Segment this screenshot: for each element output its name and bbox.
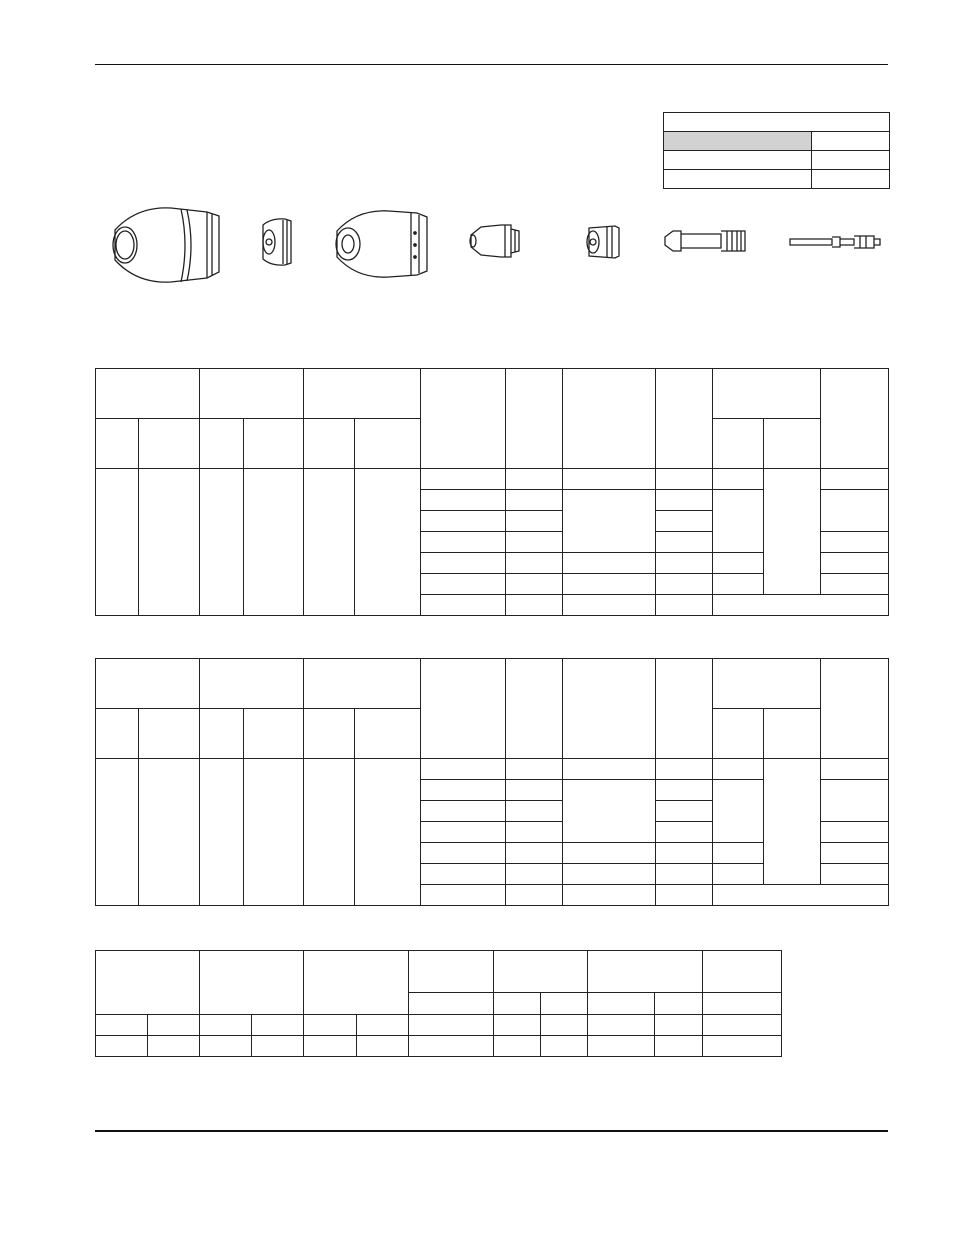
subheader-cell (139, 419, 200, 469)
data-cell (252, 1035, 304, 1056)
header-cell (200, 659, 304, 709)
subheader-cell (304, 419, 355, 469)
data-cell (563, 885, 656, 906)
data-cell (656, 759, 713, 780)
data-cell (200, 1035, 252, 1056)
electrode-icon (661, 223, 751, 259)
water-tube-icon (788, 231, 884, 253)
data-cell (821, 822, 889, 843)
data-cell (506, 490, 563, 511)
legend-header-cell (664, 113, 890, 132)
data-cell (506, 511, 563, 532)
data-cell (304, 759, 355, 906)
header-cell (821, 369, 889, 469)
data-cell (588, 1035, 655, 1056)
data-cell (821, 469, 889, 490)
legend-cell (812, 132, 890, 151)
data-cell (713, 759, 764, 780)
data-cell (656, 822, 713, 843)
data-cell (357, 1014, 409, 1035)
subheader-cell (355, 419, 421, 469)
subheader-cell (304, 709, 355, 759)
data-cell (563, 490, 656, 553)
data-cell (96, 759, 139, 906)
data-cell (656, 801, 713, 822)
data-cell (421, 864, 506, 885)
data-cell (421, 511, 506, 532)
swirl-ring-icon (257, 215, 299, 269)
header-cell (506, 369, 563, 469)
subheader-cell (409, 993, 494, 1014)
data-cell (703, 1014, 782, 1035)
header-cell (563, 659, 656, 759)
data-cell (821, 843, 889, 864)
header-cell (656, 369, 713, 469)
data-cell (821, 574, 889, 595)
header-cell (563, 369, 656, 469)
data-cell (506, 885, 563, 906)
subheader-cell (355, 709, 421, 759)
data-cell (655, 1035, 703, 1056)
data-cell (355, 469, 421, 616)
data-cell (494, 1014, 541, 1035)
data-cell (713, 469, 764, 490)
data-cell (506, 801, 563, 822)
data-cell (713, 864, 764, 885)
data-cell (656, 553, 713, 574)
data-cell (821, 490, 889, 532)
data-cell (421, 759, 506, 780)
data-cell (421, 553, 506, 574)
data-cell (703, 1035, 782, 1056)
subheader-cell (764, 419, 821, 469)
data-cell (421, 822, 506, 843)
header-cell (96, 369, 200, 419)
data-cell (506, 574, 563, 595)
subheader-cell (494, 993, 541, 1014)
data-cell (96, 1014, 148, 1035)
data-cell (713, 574, 764, 595)
data-cell (821, 532, 889, 553)
data-cell (252, 1014, 304, 1035)
data-cell (656, 885, 713, 906)
data-cell (200, 469, 244, 616)
header-cell (304, 659, 421, 709)
data-cell (563, 553, 656, 574)
subheader-cell (713, 419, 764, 469)
data-cell (200, 759, 244, 906)
data-cell (494, 1035, 541, 1056)
header-cell (713, 659, 821, 709)
data-cell (541, 1035, 588, 1056)
data-cell (421, 490, 506, 511)
data-cell (821, 759, 889, 780)
data-cell (506, 595, 563, 616)
header-cell (588, 951, 703, 993)
data-cell (656, 511, 713, 532)
data-cell (656, 780, 713, 801)
data-cell (506, 780, 563, 801)
data-cell (655, 1014, 703, 1035)
data-cell (506, 532, 563, 553)
data-cell (713, 553, 764, 574)
data-cell (656, 469, 713, 490)
subheader-cell (541, 993, 588, 1014)
legend-cell (812, 170, 890, 189)
header-cell (409, 951, 494, 993)
data-cell (421, 574, 506, 595)
header-cell (821, 659, 889, 759)
retaining-cap-icon (331, 205, 436, 283)
data-cell (506, 822, 563, 843)
data-cell (506, 553, 563, 574)
data-cell (563, 864, 656, 885)
subheader-cell (96, 709, 139, 759)
header-cell (713, 369, 821, 419)
data-cell (421, 801, 506, 822)
header-cell (656, 659, 713, 759)
data-cell (764, 469, 821, 595)
data-cell (421, 532, 506, 553)
data-cell (139, 759, 200, 906)
process-table-1 (95, 368, 889, 616)
swirl-ring-small-icon (583, 220, 625, 264)
data-cell (713, 780, 764, 843)
subheader-cell (703, 993, 782, 1014)
data-cell (541, 1014, 588, 1035)
footer-rule (95, 1130, 888, 1132)
legend-cell (812, 151, 890, 170)
legend-cell (664, 151, 812, 170)
data-cell (506, 843, 563, 864)
summary-table (95, 950, 782, 1057)
header-cell (421, 659, 506, 759)
subheader-cell (588, 993, 655, 1014)
subheader-cell (764, 709, 821, 759)
subheader-cell (200, 709, 244, 759)
data-cell (148, 1035, 200, 1056)
data-cell (421, 885, 506, 906)
legend-shaded-cell (664, 132, 812, 151)
data-cell (421, 469, 506, 490)
subheader-cell (244, 419, 304, 469)
data-cell (656, 864, 713, 885)
header-cell (506, 659, 563, 759)
data-cell (357, 1035, 409, 1056)
header-cell (703, 951, 782, 993)
data-cell (506, 469, 563, 490)
legend-table (663, 112, 890, 189)
data-cell (421, 780, 506, 801)
data-cell (656, 595, 713, 616)
data-cell (148, 1014, 200, 1035)
data-cell (304, 469, 355, 616)
data-cell (563, 780, 656, 843)
data-cell (821, 553, 889, 574)
subheader-cell (655, 993, 703, 1014)
data-cell (244, 759, 304, 906)
data-cell (563, 595, 656, 616)
header-cell (200, 951, 304, 1015)
subheader-cell (200, 419, 244, 469)
data-cell (563, 469, 656, 490)
data-cell (200, 1014, 252, 1035)
subheader-cell (244, 709, 304, 759)
data-cell (96, 1035, 148, 1056)
data-cell (713, 885, 889, 906)
data-cell (563, 574, 656, 595)
data-cell (421, 843, 506, 864)
data-cell (506, 759, 563, 780)
data-cell (821, 864, 889, 885)
shield-icon (107, 200, 227, 290)
data-cell (764, 759, 821, 885)
subheader-cell (139, 709, 200, 759)
data-cell (421, 595, 506, 616)
data-cell (563, 843, 656, 864)
data-cell (563, 759, 656, 780)
subheader-cell (713, 709, 764, 759)
header-cell (200, 369, 304, 419)
data-cell (304, 1014, 357, 1035)
data-cell (96, 469, 139, 616)
header-cell (421, 369, 506, 469)
header-cell (494, 951, 588, 993)
data-cell (656, 490, 713, 511)
data-cell (656, 843, 713, 864)
consumables-illustration (95, 195, 888, 295)
header-cell (304, 951, 409, 1015)
data-cell (506, 864, 563, 885)
data-cell (713, 490, 764, 553)
data-cell (713, 843, 764, 864)
data-cell (304, 1035, 357, 1056)
data-cell (656, 532, 713, 553)
data-cell (656, 574, 713, 595)
process-table-2 (95, 658, 889, 906)
header-cell (96, 951, 200, 1015)
data-cell (244, 469, 304, 616)
header-cell (304, 369, 421, 419)
data-cell (409, 1014, 494, 1035)
header-rule (95, 64, 888, 65)
data-cell (821, 780, 889, 822)
data-cell (139, 469, 200, 616)
data-cell (409, 1035, 494, 1056)
data-cell (355, 759, 421, 906)
data-cell (713, 595, 889, 616)
subheader-cell (96, 419, 139, 469)
nozzle-icon (467, 217, 523, 265)
header-cell (96, 659, 200, 709)
data-cell (588, 1014, 655, 1035)
legend-cell (664, 170, 812, 189)
